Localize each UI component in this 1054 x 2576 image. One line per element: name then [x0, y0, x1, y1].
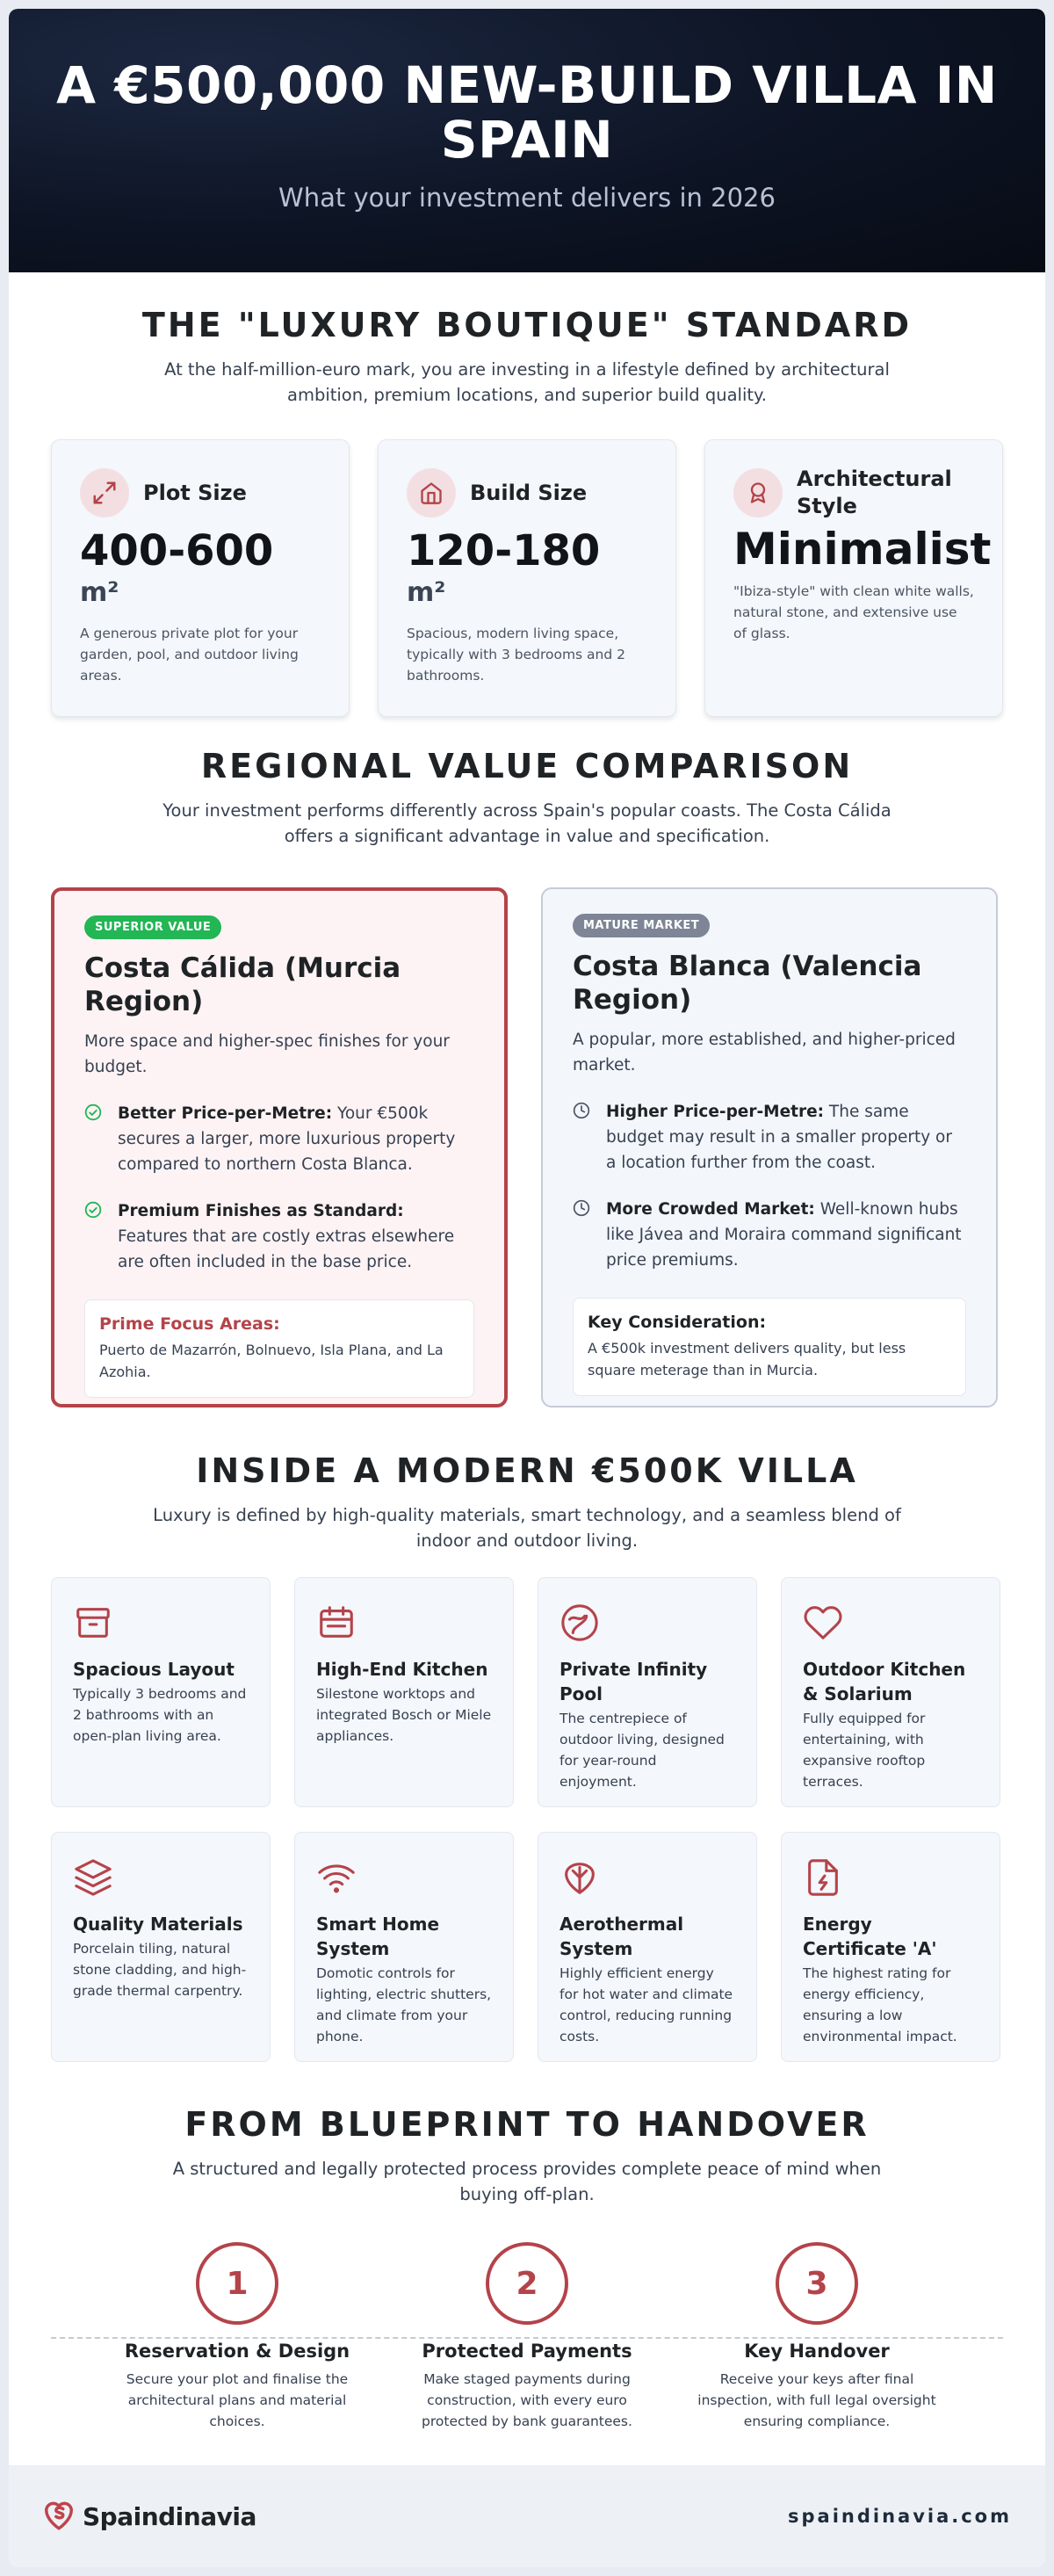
brand-logo[interactable] [42, 2496, 256, 2536]
card-value: 120-180 [407, 526, 601, 575]
feature-desc: Highly efficient energy for hot water and climate control, reducing running costs. [559, 1965, 733, 2044]
step-number: 3 [776, 2242, 858, 2325]
process-step [395, 2242, 659, 2432]
feature-title: Quality Materials [73, 1914, 243, 1935]
prime-focus-note [84, 1299, 474, 1398]
leaf-icon [559, 1857, 735, 1899]
point-text: The same budget may result in a smaller property or a location further from the coast. [606, 1103, 952, 1172]
hero-banner [9, 9, 1045, 272]
card-name: Build Size [470, 480, 588, 505]
step-number: 1 [196, 2242, 278, 2325]
point-bold: Premium Finishes as Standard: [118, 1202, 404, 1220]
region-lead: A popular, more established, and higher-priced market. [573, 1031, 956, 1075]
feature-card [294, 1577, 514, 1807]
regional-title: REGIONAL VALUE COMPARISON [200, 747, 854, 785]
regional-section-header [9, 747, 1045, 849]
feature-card [294, 1832, 514, 2062]
step-desc: Make staged payments during construction, with every euro protected by bank guarantees. [422, 2371, 632, 2429]
hero-title: A €500,000 NEW-BUILD VILLA IN SPAIN [56, 55, 998, 170]
note-title: Key Consideration: [588, 1313, 767, 1332]
standard-title: THE "LUXURY BOUTIQUE" STANDARD [141, 306, 913, 344]
step-title: Reservation & Design [124, 2341, 350, 2362]
build-size-card [378, 439, 676, 717]
feature-title: Outdoor Kitchen & Solarium [803, 1659, 966, 1704]
standard-intro: At the half-million-euro mark, you are investing in a lifestyle defined by architectural ambition, premium locations, and superior build quality. [164, 359, 890, 405]
villa-intro: Luxury is defined by high-quality materials, smart technology, and a seamless blend of indoor and outdoor living. [153, 1505, 901, 1551]
card-name: Plot Size [143, 480, 247, 505]
region-point [573, 1099, 966, 1176]
infographic-page [9, 9, 1045, 2567]
card-value: 400-600 [80, 526, 274, 575]
feature-desc: Fully equipped for entertaining, with expansive rooftop terraces. [803, 1711, 926, 1790]
regional-intro: Your investment performs differently across Spain's popular coasts. The Costa Cálida offers a significant advantage in value and specification. [162, 800, 892, 846]
key-consideration-note [573, 1298, 966, 1396]
layers-icon [73, 1857, 249, 1899]
region-name: Costa Blanca (Valencia Region) [573, 951, 922, 1016]
costa-calida-card [51, 887, 508, 1407]
hero-subtitle: What your investment delivers in 2026 [278, 183, 776, 213]
point-text: Well-known hubs like Jávea and Moraira command significant price premiums. [606, 1200, 962, 1270]
feature-desc: The highest rating for energy efficiency, ensuring a low environmental impact. [803, 1965, 957, 2044]
feature-desc: Silestone worktops and integrated Bosch or Miele appliances. [316, 1686, 492, 1744]
clock-icon [573, 1099, 594, 1176]
note-body: A €500k investment delivers quality, but less square meterage than in Murcia. [588, 1340, 906, 1378]
villa-section-header [9, 1451, 1045, 1553]
feature-title: Spacious Layout [73, 1659, 235, 1680]
region-name: Costa Cálida (Murcia Region) [84, 952, 401, 1017]
energy-file-icon [803, 1857, 978, 1899]
heart-icon [803, 1603, 978, 1645]
step-desc: Secure your plot and finalise the architectural plans and material choices. [126, 2371, 349, 2429]
region-point [573, 1197, 966, 1273]
check-circle-icon [84, 1198, 105, 1275]
step-number: 2 [486, 2242, 568, 2325]
feature-card [51, 1832, 271, 2062]
region-lead: More space and higher-spec finishes for your budget. [84, 1032, 450, 1076]
feature-title: Smart Home System [316, 1914, 440, 1959]
feature-title: High-End Kitchen [316, 1659, 488, 1680]
region-point [84, 1101, 474, 1177]
card-desc: Spacious, modern living space, typically with 3 bedrooms and 2 bathrooms. [407, 626, 625, 684]
card-name: Architectural Style [797, 467, 952, 518]
feature-desc: Typically 3 bedrooms and 2 bathrooms with an open-plan living area. [73, 1686, 247, 1744]
brand-name: Spaindinavia [83, 2501, 256, 2531]
footer [9, 2465, 1045, 2567]
villa-title: INSIDE A MODERN €500K VILLA [196, 1451, 858, 1490]
note-body: Puerto de Mazarrón, Bolnuevo, Isla Plana, and La Azohia. [99, 1342, 444, 1380]
standard-section-header [9, 306, 1045, 408]
clock-icon [573, 1197, 594, 1273]
check-circle-icon [84, 1101, 105, 1177]
point-bold: More Crowded Market: [606, 1200, 815, 1219]
heart-pin-logo-icon [42, 2496, 76, 2536]
card-desc: "Ibiza-style" with clean white walls, natural stone, and extensive use of glass. [733, 583, 974, 641]
region-point [84, 1198, 474, 1275]
card-value: Minimalist [733, 524, 992, 575]
mature-market-badge: MATURE MARKET [573, 914, 710, 937]
process-section-header [9, 2105, 1045, 2207]
kitchen-icon [316, 1603, 492, 1645]
feature-card [51, 1577, 271, 1807]
point-text: Your €500k secures a larger, more luxurious property compared to northern Costa Blanca. [118, 1104, 456, 1174]
note-title: Prime Focus Areas: [99, 1314, 280, 1334]
gem-icon [733, 468, 783, 517]
pool-icon [559, 1603, 735, 1645]
process-step [685, 2242, 949, 2432]
costa-blanca-card [541, 887, 998, 1407]
feature-card [538, 1832, 757, 2062]
process-intro: A structured and legally protected process provides complete peace of mind when buying off-plan. [172, 2159, 882, 2204]
point-text: Features that are costly extras elsewhere are often included in the base price. [118, 1227, 455, 1271]
point-bold: Better Price-per-Metre: [118, 1104, 333, 1123]
step-title: Protected Payments [422, 2341, 632, 2362]
layout-icon [73, 1603, 249, 1645]
superior-value-badge: SUPERIOR VALUE [84, 915, 221, 939]
architectural-style-card [704, 439, 1003, 717]
point-bold: Higher Price-per-Metre: [606, 1103, 825, 1121]
plot-size-card [51, 439, 350, 717]
feature-desc: Porcelain tiling, natural stone cladding, and high-grade thermal carpentry. [73, 1941, 247, 1999]
card-desc: A generous private plot for your garden, pool, and outdoor living areas. [80, 626, 299, 684]
feature-card [781, 1832, 1000, 2062]
process-title: FROM BLUEPRINT TO HANDOVER [184, 2105, 870, 2144]
house-icon [407, 468, 456, 517]
feature-card [538, 1577, 757, 1807]
website-link[interactable]: spaindinavia.com [788, 2506, 1012, 2527]
feature-desc: Domotic controls for lighting, electric shutters, and climate from your phone. [316, 1965, 492, 2044]
step-desc: Receive your keys after final inspection, with full legal oversight ensuring compliance. [697, 2371, 936, 2429]
card-unit: m² [407, 577, 446, 608]
feature-card [781, 1577, 1000, 1807]
expand-arrow-icon [80, 468, 129, 517]
wifi-icon [316, 1857, 492, 1899]
card-unit: m² [80, 577, 119, 608]
feature-title: Private Infinity Pool [559, 1659, 708, 1704]
step-title: Key Handover [744, 2341, 890, 2362]
feature-title: Energy Certificate 'A' [803, 1914, 937, 1959]
feature-desc: The centrepiece of outdoor living, designed for year-round enjoyment. [559, 1711, 725, 1790]
feature-title: Aerothermal System [559, 1914, 684, 1959]
process-step [105, 2242, 369, 2432]
